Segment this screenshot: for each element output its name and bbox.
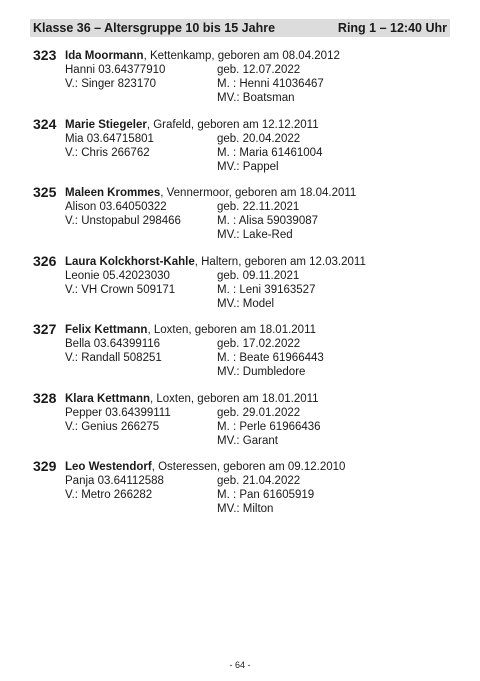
rider-line bbox=[65, 186, 356, 200]
mother-sire: MV.: Dumbledore bbox=[217, 366, 306, 378]
birth-date: geb. 12.07.2022 bbox=[217, 64, 301, 76]
sire: V.: Genius 266275 bbox=[65, 420, 160, 433]
page-number: - 64 - bbox=[229, 660, 251, 670]
mother: M. : Pan 61605919 bbox=[217, 489, 315, 501]
mother: M. : Maria 61461004 bbox=[217, 146, 323, 159]
rider-line bbox=[65, 255, 366, 269]
mother-sire: MV.: Model bbox=[217, 297, 275, 310]
sire: V.: Unstopabul 298466 bbox=[65, 215, 181, 227]
mother-sire: MV.: Garant bbox=[217, 434, 278, 447]
entry-327 bbox=[33, 322, 453, 391]
entry-326 bbox=[33, 254, 453, 323]
birth-date: geb. 17.02.2022 bbox=[217, 338, 301, 350]
class-header bbox=[30, 19, 450, 37]
horse-id: Leonie 05.42023030 bbox=[65, 269, 170, 282]
entry-329 bbox=[33, 459, 453, 528]
rider-line bbox=[65, 460, 345, 474]
mother-sire: MV.: Lake-Red bbox=[217, 229, 293, 241]
sire: V.: Singer 823170 bbox=[65, 78, 157, 90]
rider-details: , Loxten, geboren am 18.01.2011 bbox=[150, 392, 319, 405]
rider-details: , Osteressen, geboren am 09.12.2010 bbox=[151, 461, 346, 473]
rider-name: Felix Kettmann bbox=[65, 324, 148, 336]
entry-list bbox=[33, 48, 453, 528]
rider-line bbox=[65, 118, 319, 132]
entry-328 bbox=[33, 391, 453, 460]
horse-id: Alison 03.64050322 bbox=[65, 201, 167, 213]
entry-324 bbox=[33, 117, 453, 186]
birth-date: geb. 22.11.2021 bbox=[217, 201, 300, 213]
rider-line bbox=[65, 323, 316, 337]
rider-details: , Kettenkamp, geboren am 08.04.2012 bbox=[143, 50, 340, 62]
rider-details: , Loxten, geboren am 18.01.2011 bbox=[147, 324, 317, 336]
rider-details: , Haltern, geboren am 12.03.2011 bbox=[194, 255, 366, 268]
entry-number: 327 bbox=[33, 321, 57, 337]
rider-name: Laura Kolckhorst-Kahle bbox=[65, 255, 195, 268]
entry-325 bbox=[33, 185, 453, 254]
rider-name: Ida Moormann bbox=[65, 50, 144, 62]
sire: V.: Randall 508251 bbox=[65, 352, 162, 364]
sire: V.: Chris 266762 bbox=[65, 146, 150, 159]
mother: M. : Henni 41036467 bbox=[217, 78, 324, 90]
horse-id: Hanni 03.64377910 bbox=[65, 64, 166, 76]
entry-number: 329 bbox=[33, 458, 57, 474]
entry-number: 325 bbox=[33, 184, 57, 200]
birth-date: geb. 09.11.2021 bbox=[217, 269, 300, 282]
rider-line bbox=[65, 49, 340, 63]
birth-date: geb. 20.04.2022 bbox=[217, 132, 301, 145]
rider-name: Leo Westendorf bbox=[65, 461, 152, 473]
mother-sire: MV.: Milton bbox=[217, 503, 274, 515]
rider-name: Marie Stiegeler bbox=[65, 118, 147, 131]
rider-details: , Vennermoor, geboren am 18.04.2011 bbox=[160, 187, 357, 199]
horse-id: Mia 03.64715801 bbox=[65, 132, 154, 145]
birth-date: geb. 21.04.2022 bbox=[217, 475, 301, 487]
entry-number: 324 bbox=[33, 115, 57, 132]
mother: M. : Alisa 59039087 bbox=[217, 215, 319, 227]
sire: V.: VH Crown 509171 bbox=[65, 283, 176, 296]
rider-name: Klara Kettmann bbox=[65, 392, 150, 405]
entry-number: 323 bbox=[33, 47, 57, 63]
mother: M. : Perle 61966436 bbox=[217, 420, 321, 433]
mother-sire: MV.: Boatsman bbox=[217, 92, 295, 104]
rider-name: Maleen Krommes bbox=[65, 187, 161, 199]
horse-id: Bella 03.64399116 bbox=[65, 338, 161, 350]
entry-number: 326 bbox=[33, 252, 57, 269]
entry-323 bbox=[33, 48, 453, 117]
ring-time: Ring 1 – 12:40 Uhr bbox=[337, 21, 447, 35]
birth-date: geb. 29.01.2022 bbox=[217, 406, 301, 419]
rider-details: , Grafeld, geboren am 12.12.2011 bbox=[146, 118, 319, 131]
sire: V.: Metro 266282 bbox=[65, 489, 153, 501]
horse-id: Panja 03.64112588 bbox=[65, 475, 164, 487]
class-title: Klasse 36 – Altersgruppe 10 bis 15 Jahre bbox=[33, 21, 276, 35]
entry-number: 328 bbox=[33, 389, 57, 406]
mother: M. : Leni 39163527 bbox=[217, 283, 316, 296]
mother: M. : Beate 61966443 bbox=[217, 352, 324, 364]
horse-id: Pepper 03.64399111 bbox=[65, 406, 171, 419]
mother-sire: MV.: Pappel bbox=[217, 160, 279, 173]
rider-line bbox=[65, 392, 319, 406]
